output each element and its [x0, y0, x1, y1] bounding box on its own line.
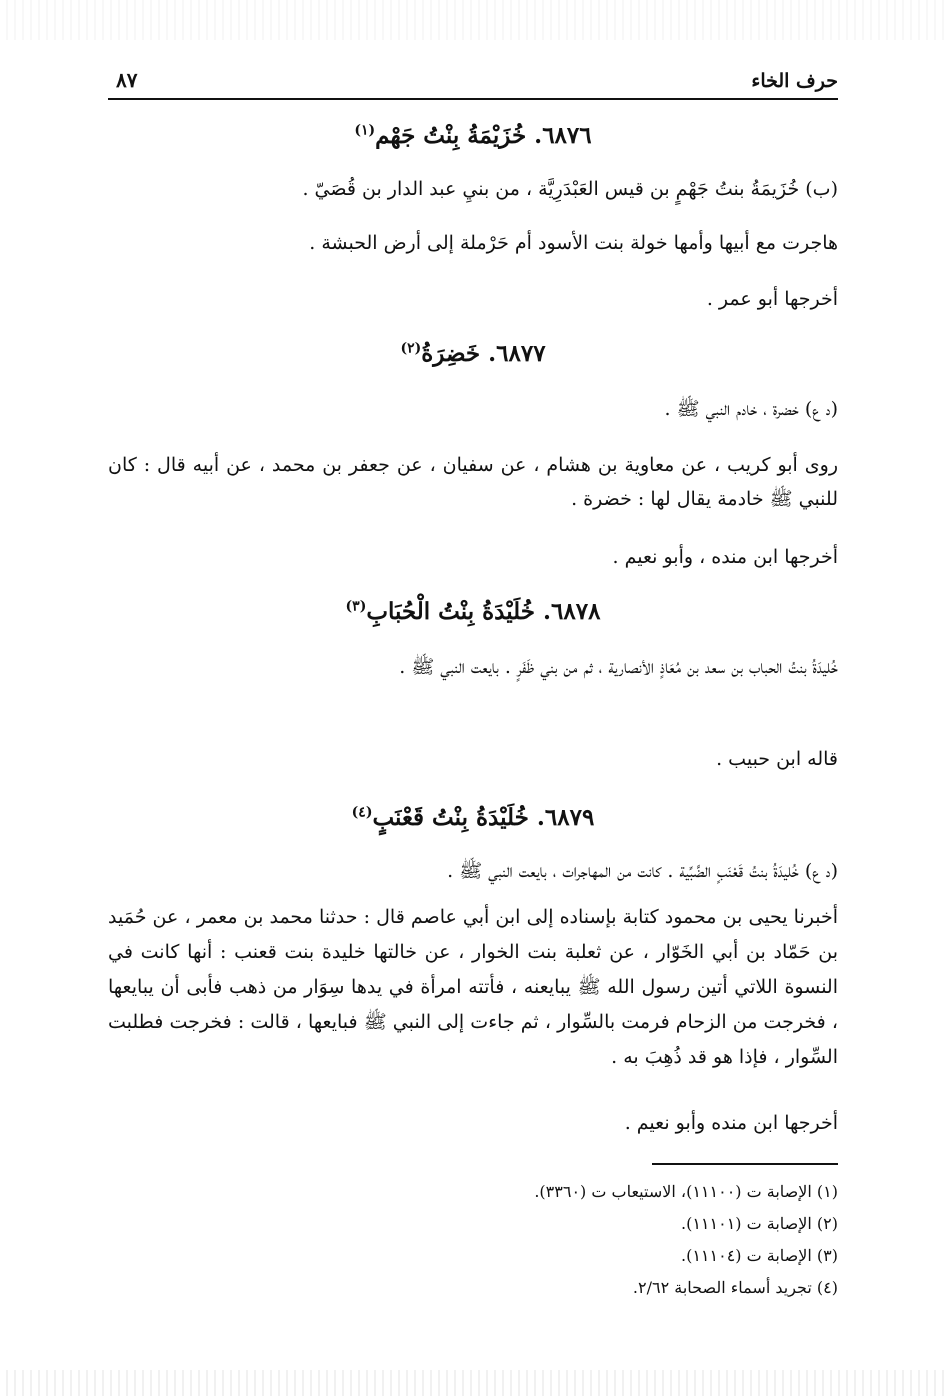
paragraph: أخرجها ابن منده ، وأبو نعيم . [612, 546, 838, 568]
paragraph: خُليدَةُ بنتُ الحباب بن سعد بن مُعَاذٍ الأنصارية ، ثم من بني ظَفَرٍ . بايعت النبي ﷺ . [399, 656, 838, 678]
footnote-ref: (٤) [351, 804, 373, 821]
page-number: ٨٧ [116, 68, 138, 92]
entry-title: ٦٨٧٧. خَضِرَةُ [421, 340, 546, 367]
footnote-divider [652, 1163, 838, 1165]
entry-heading-6876 [108, 122, 838, 149]
footnote-ref: (٣) [345, 598, 367, 615]
entry-heading-6877 [108, 340, 838, 367]
paragraph: روى أبو كريب ، عن معاوية بن هشام ، عن سفيان ، عن جعفر بن محمد ، عن أبيه قال : كان للنبي ﷺ خادمة يقال لها : خضرة . [108, 454, 838, 510]
footnote: (٤) تجريد أسماء الصحابة ٢/٦٢. [632, 1278, 838, 1297]
paragraph: قاله ابن حبيب . [716, 748, 838, 770]
scan-edge-bottom [0, 1370, 946, 1396]
entry-heading-6879 [108, 804, 838, 831]
paragraph: أخرجها أبو عمر . [706, 288, 838, 310]
footnote: (٢) الإصابة ت (١١١٠١). [680, 1214, 838, 1233]
paragraph: (د ع) خضرة ، خادم النبي ﷺ . [664, 398, 838, 420]
footnote-ref: (١) [354, 122, 376, 139]
entry-title: ٦٨٧٩. خُلَيْدَةُ بِنْتُ قَعْنَبٍ [372, 804, 595, 831]
paragraph: أخرجها ابن منده وأبو نعيم . [624, 1112, 838, 1134]
entry-heading-6878 [108, 598, 838, 625]
entry-title: ٦٨٧٦. خُزَيْمَةُ بِنْتُ جَهْم [375, 122, 592, 149]
footnote-ref: (٢) [400, 340, 422, 357]
scan-edge-top [0, 0, 946, 40]
paragraph: (د ع) خُليدَةُ بنتُ قَعْنَبٍ الضَّبِّية . كانت من المهاجرات ، بايعت النبي ﷺ . [447, 860, 838, 882]
paragraph: أخبرنا يحيى بن محمود كتابة بإسناده إلى ابن أبي عاصم قال : حدثنا محمد بن معمر ، عن حُمَيد بن حَمّاد بن أبي الخَوّار ، عن ثعلبة بنت الخوار ، عن خالتها خليدة بنت قعنب : أنها كانت في النسوة اللاتي أتين رسول الله ﷺ يبايعنه ، فأتته امرأة في يدها سِوَار من ذهب فأبى أن يبايعها ، فخرجت من الزحام فرمت بالسِّوار ، ثم جاءت إلى النبي ﷺ فبايعها ، قالت : فخرجت فطلبت السِّوار ، فإذا هو قد ذُهِبَ به . [108, 906, 838, 1068]
footnote: (٣) الإصابة ت (١١١٠٤). [680, 1246, 838, 1265]
paragraph: هاجرت مع أبيها وأمها خولة بنت الأسود أم حَرْملة إلى أرض الحبشة . [309, 232, 838, 254]
footnote: (١) الإصابة ت (١١١٠٠)، الاستيعاب ت (٣٣٦٠). [534, 1182, 838, 1201]
entry-title: ٦٨٧٨. خُلَيْدَةُ بِنْتُ الْحُبَابِ [366, 598, 601, 625]
chapter-title: حرف الخاء [751, 70, 838, 92]
paragraph: (ب) خُزَيمَةُ بنتُ جَهْمٍ بن قيس العَبْدَرِيَّة ، من بنيِ عبد الدار بن قُصَيّ . [302, 178, 838, 200]
running-header [108, 68, 838, 100]
